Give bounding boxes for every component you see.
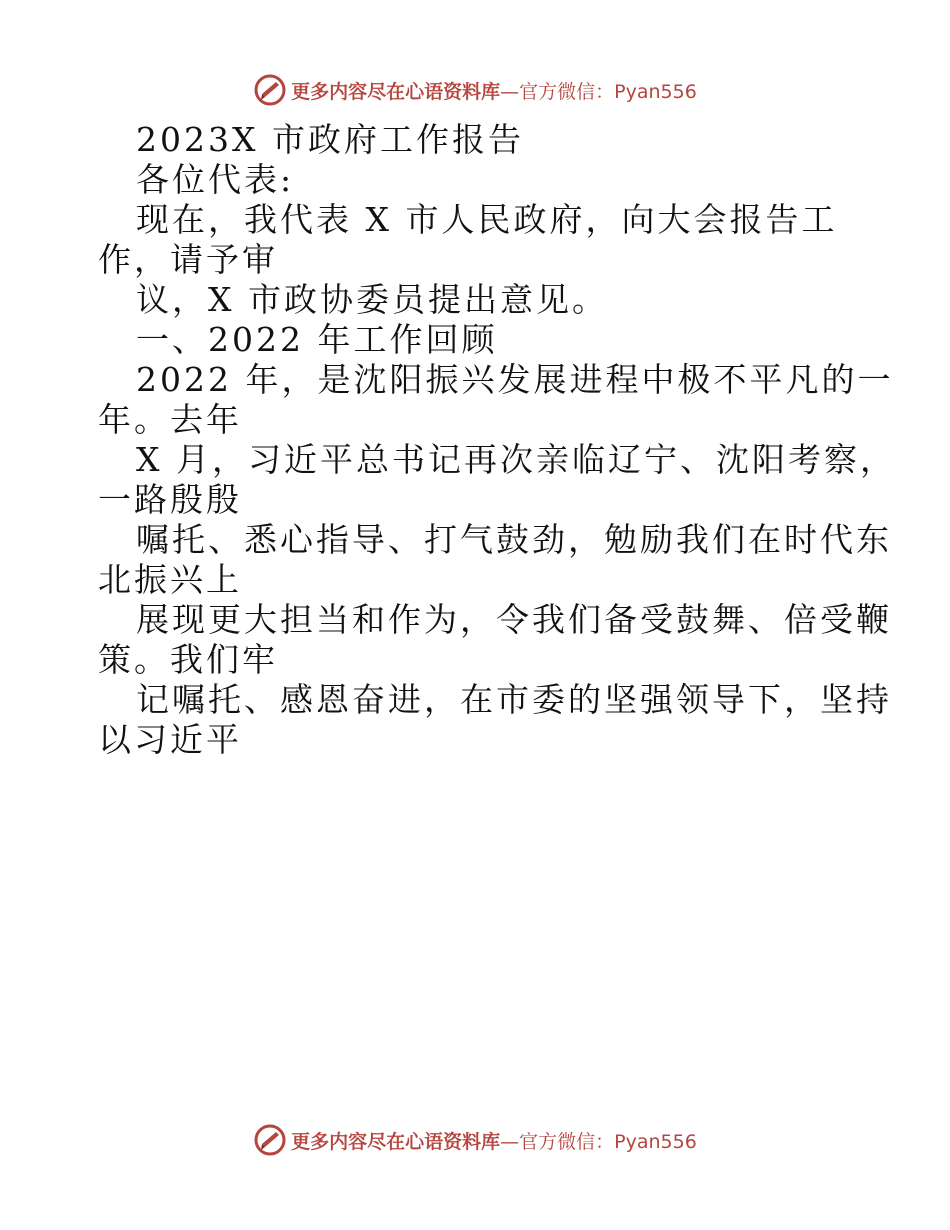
document-body — [98, 120, 896, 760]
footer-contact: —官方微信：Pyan556 — [500, 1130, 697, 1153]
doc-line: 嘱托、悉心指导、打气鼓劲，勉励我们在时代东 — [136, 520, 892, 559]
doc-line: 北振兴上 — [98, 560, 242, 599]
brand-logo-icon — [253, 73, 287, 107]
doc-line: 年。去年 — [98, 400, 242, 439]
doc-line: 各位代表: — [136, 160, 295, 199]
footer-site-name: 更多内容尽在心语资料库 — [291, 1130, 501, 1153]
header-contact: —官方微信：Pyan556 — [500, 80, 697, 103]
doc-line: 展现更大担当和作为，令我们备受鼓舞、倍受鞭 — [136, 600, 892, 639]
header-site-name: 更多内容尽在心语资料库 — [291, 80, 501, 103]
doc-line: 作，请予审 — [98, 240, 278, 279]
doc-line: 一路殷殷 — [98, 480, 242, 519]
doc-line: 策。我们牢 — [98, 640, 278, 679]
brand-logo-icon — [253, 1123, 287, 1157]
doc-title: 2023X 市政府工作报告 — [136, 120, 524, 159]
doc-line: 现在，我代表 X 市人民政府，向大会报告工 — [136, 200, 838, 239]
doc-line: 记嘱托、感恩奋进，在市委的坚强领导下，坚持 — [136, 680, 892, 719]
doc-line: 2022 年，是沈阳振兴发展进程中极不平凡的一 — [136, 360, 894, 399]
doc-line: X 月，习近平总书记再次亲临辽宁、沈阳考察， — [136, 440, 896, 479]
footer-watermark — [0, 1118, 950, 1162]
doc-line: 议，X 市政协委员提出意见。 — [136, 280, 608, 319]
doc-section-heading: 一、2022 年工作回顾 — [136, 320, 498, 359]
header-watermark — [0, 68, 950, 112]
doc-line: 以习近平 — [98, 720, 242, 759]
